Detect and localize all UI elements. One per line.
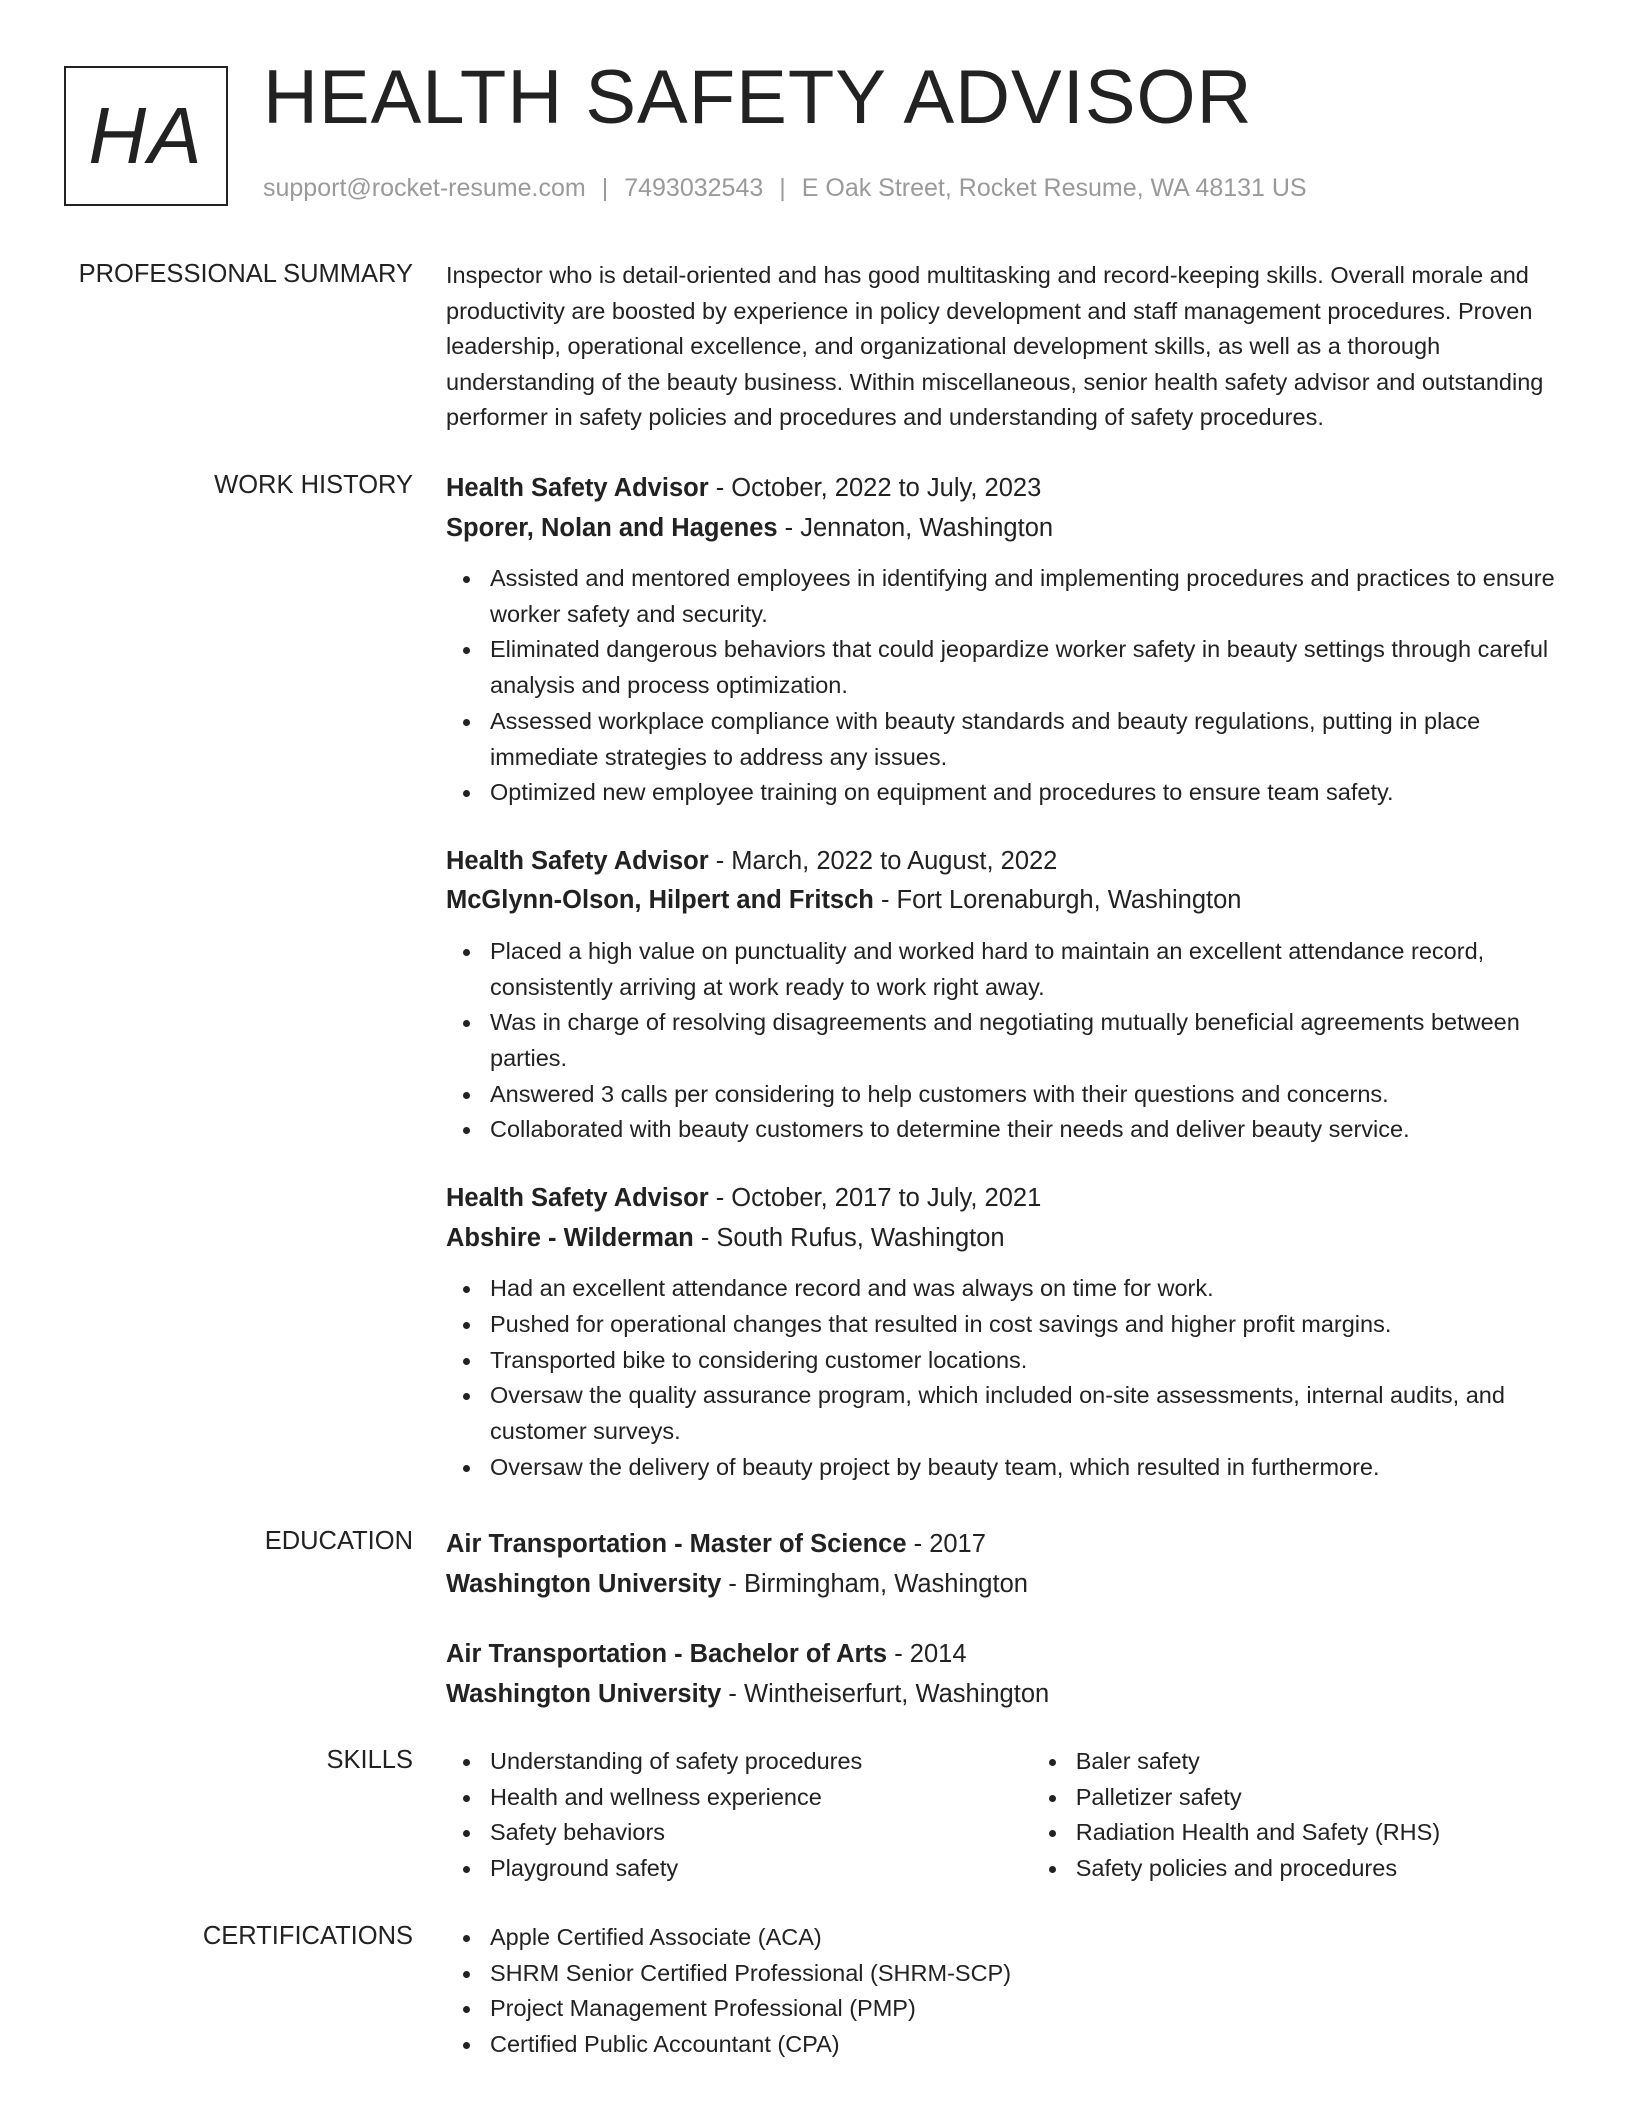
job-location: - Fort Lorenaburgh, Washington <box>873 886 1242 915</box>
job-company: Abshire - Wilderman <box>446 1223 694 1252</box>
list-item: Safety policies and procedures <box>1076 1851 1570 1887</box>
education-school: Washington University <box>446 1569 722 1598</box>
job-company-line <box>446 1219 1570 1259</box>
list-item: Project Management Professional (PMP) <box>490 1991 1570 2027</box>
monogram-initials: HA <box>88 91 204 180</box>
job-company-line <box>446 881 1570 921</box>
list-item: Transported bike to considering customer locations. <box>490 1343 1570 1379</box>
list-item: Baler safety <box>1076 1744 1570 1780</box>
job-company: McGlynn-Olson, Hilpert and Fritsch <box>446 886 874 915</box>
list-item: Pushed for operational changes that resulted in cost savings and higher profit margins. <box>490 1307 1570 1343</box>
list-item: Had an excellent attendance record and was always on time for work. <box>490 1271 1570 1307</box>
list-item: Radiation Health and Safety (RHS) <box>1076 1815 1570 1851</box>
job-role: Health Safety Advisor <box>446 474 709 502</box>
list-item: Palletizer safety <box>1076 1780 1570 1816</box>
job-location: - Jennaton, Washington <box>777 513 1054 542</box>
list-item: Answered 3 calls per considering to help customers with their questions and concerns. <box>490 1077 1570 1113</box>
certifications-list <box>446 1920 1570 2063</box>
list-item: Optimized new employee training on equipment and procedures to ensure team safety. <box>490 775 1570 811</box>
list-item: Oversaw the delivery of beauty project by beauty team, which resulted in furthermore. <box>490 1450 1570 1486</box>
job-entry <box>446 842 1570 1148</box>
job-dates: - March, 2022 to August, 2022 <box>708 846 1058 875</box>
list-item: Oversaw the quality assurance program, which included on-site assessments, internal audits, and customer surveys. <box>490 1378 1570 1449</box>
education-school-line <box>446 1675 1570 1715</box>
list-item: Placed a high value on punctuality and worked hard to maintain an excellent attendance record, consistently arriving at work ready to work right away. <box>490 934 1570 1005</box>
skills-list-left <box>446 1744 1032 1887</box>
education-year: - 2014 <box>887 1640 967 1668</box>
education-degree: Air Transportation - Bachelor of Arts <box>446 1640 888 1668</box>
list-item: Apple Certified Associate (ACA) <box>490 1920 1570 1956</box>
list-item: Eliminated dangerous behaviors that could jeopardize worker safety in beauty settings through careful analysis and process optimization. <box>490 632 1570 703</box>
education-year: - 2017 <box>906 1530 986 1558</box>
list-item: Understanding of safety procedures <box>490 1744 1032 1780</box>
list-item: Was in charge of resolving disagreements and negotiating mutually beneficial agreements between parties. <box>490 1005 1570 1076</box>
section-title-summary: PROFESSIONAL SUMMARY <box>78 260 413 288</box>
job-role: Health Safety Advisor <box>446 846 709 875</box>
job-location: - South Rufus, Washington <box>693 1223 1005 1252</box>
contact-email: support@rocket-resume.com <box>263 174 586 202</box>
contact-phone: 7493032543 <box>624 174 764 202</box>
list-item: Playground safety <box>490 1851 1032 1887</box>
education-school: Washington University <box>446 1679 722 1708</box>
list-item: Collaborated with beauty customers to determine their needs and deliver beauty service. <box>490 1112 1570 1148</box>
education-degree: Air Transportation - Master of Science <box>446 1530 907 1558</box>
list-item: SHRM Senior Certified Professional (SHRM-SCP) <box>490 1956 1570 1992</box>
education-location: - Wintheiserfurt, Washington <box>721 1679 1050 1708</box>
education-location: - Birmingham, Washington <box>721 1569 1028 1598</box>
education-degree-line <box>446 1635 1570 1675</box>
job-bullets <box>446 1271 1570 1485</box>
education-entry <box>446 1635 1570 1714</box>
candidate-name: HEALTH SAFETY ADVISOR <box>263 55 1253 140</box>
section-title-work-history: WORK HISTORY <box>214 471 413 499</box>
skills-columns <box>446 1744 1570 1887</box>
job-company-line <box>446 509 1570 549</box>
job-bullets <box>446 934 1570 1148</box>
contact-separator: | <box>779 174 786 202</box>
job-dates: - October, 2022 to July, 2023 <box>708 474 1042 502</box>
list-item: Health and wellness experience <box>490 1780 1032 1816</box>
contact-separator: | <box>601 174 609 202</box>
list-item: Assessed workplace compliance with beauty standards and beauty regulations, putting in place immediate strategies to address any issues. <box>490 704 1570 775</box>
list-item: Certified Public Accountant (CPA) <box>490 2027 1570 2063</box>
contact-address: E Oak Street, Rocket Resume, WA 48131 US <box>801 174 1307 202</box>
education-degree-line <box>446 1525 1570 1565</box>
section-title-education: EDUCATION <box>264 1527 413 1555</box>
contact-line <box>263 174 1307 203</box>
summary-text: Inspector who is detail-oriented and has good multitasking and record-keeping skills. Overall morale and productivity are boosted by experience in policy development and staff management procedures. Proven leadership, operational excellence, and organizational development skills, as well as a thorough understanding of the beauty business. Within miscellaneous, senior health safety advisor and outstanding performer in safety policies and procedures and understanding of safety procedures. <box>446 262 1544 430</box>
job-title-line <box>446 1179 1570 1219</box>
job-entry <box>446 469 1570 811</box>
section-title-certifications: CERTIFICATIONS <box>202 1922 413 1950</box>
job-entry <box>446 1179 1570 1485</box>
education-entry <box>446 1525 1570 1604</box>
job-title-line <box>446 842 1570 882</box>
section-title-skills: SKILLS <box>326 1746 413 1774</box>
job-company: Sporer, Nolan and Hagenes <box>446 513 778 542</box>
monogram-box <box>64 66 228 206</box>
job-role: Health Safety Advisor <box>446 1184 709 1213</box>
skills-list-right <box>1032 1744 1570 1887</box>
job-bullets <box>446 561 1570 811</box>
job-title-line <box>446 469 1570 509</box>
job-dates: - October, 2017 to July, 2021 <box>708 1184 1042 1213</box>
list-item: Safety behaviors <box>490 1815 1032 1851</box>
education-school-line <box>446 1565 1570 1605</box>
list-item: Assisted and mentored employees in identifying and implementing procedures and practices to ensure worker safety and security. <box>490 561 1570 632</box>
